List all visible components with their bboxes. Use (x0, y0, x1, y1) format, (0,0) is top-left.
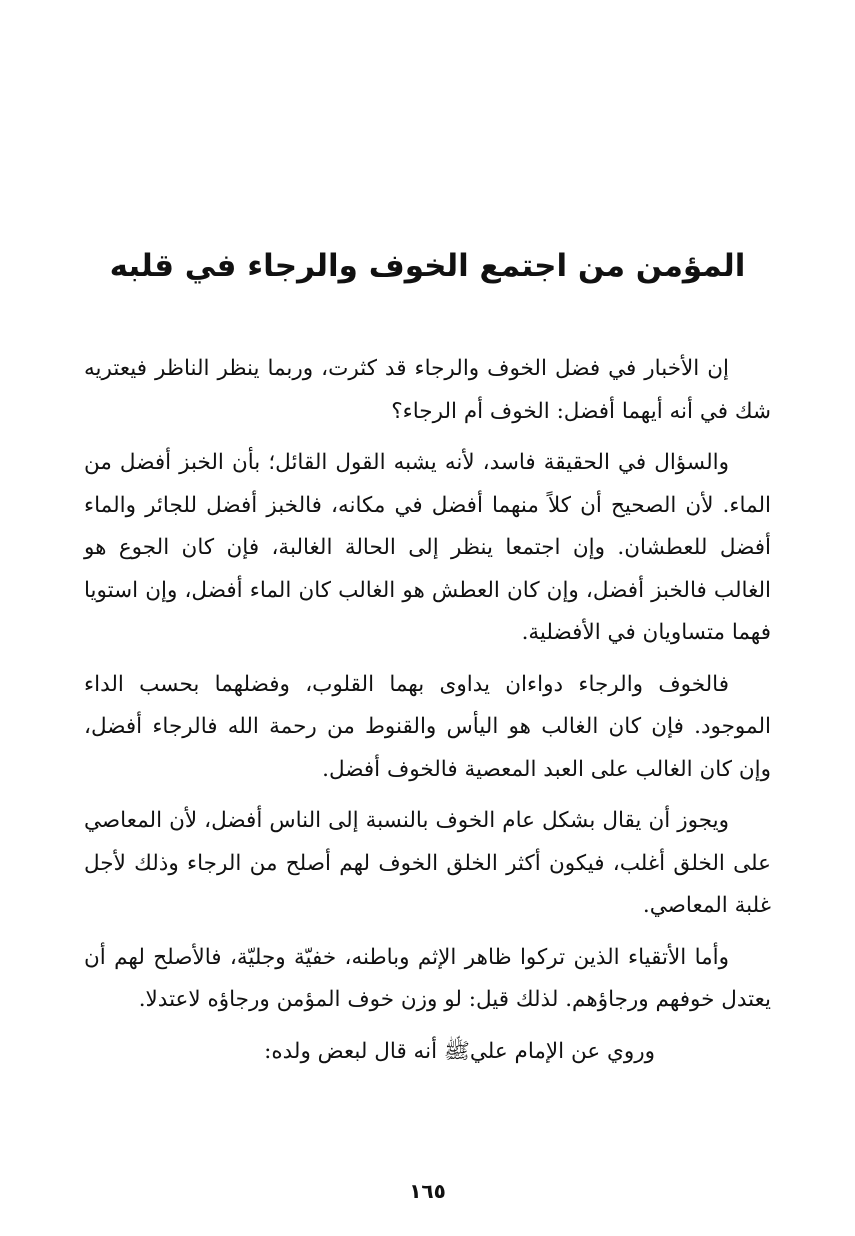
chapter-title: المؤمن من اجتمع الخوف والرجاء في قلبه (109, 248, 746, 284)
paragraph-5: وأما الأتقياء الذين تركوا ظاهر الإثم وباطنه، خفيّة وجليّة، فالأصلح لهم أن يعتدل خوفهم ورجاؤهم. لذلك قيل: لو وزن خوف المؤمن ورجاؤه لاعتدلا. (84, 944, 771, 1012)
paragraph-3: فالخوف والرجاء دواءان يداوى بهما القلوب، وفضلهما بحسب الداء الموجود. فإن كان الغالب هو اليأس والقنوط من رحمة الله فالرجاء أفضل، وإن كان الغالب على العبد المعصية فالخوف أفضل. (84, 671, 771, 782)
paragraph-4: ويجوز أن يقال بشكل عام الخوف بالنسبة إلى الناس أفضل، لأن المعاصي على الخلق أغلب، فيكون أكثر الخلق الخوف لهم أصلح من الرجاء وذلك لأجل غلبة المعاصي. (84, 808, 771, 918)
body-text (84, 348, 771, 1082)
page-number: ١٦٥ (409, 1179, 446, 1203)
paragraph-1: إن الأخبار في فضل الخوف والرجاء قد كثرت، وربما ينظر الناظر فيعتريه شك في أنه أيهما أفضل: الخوف أم الرجاء؟ (84, 356, 771, 424)
paragraph-2: والسؤال في الحقيقة فاسد، لأنه يشبه القول القائل؛ بأن الخبز أفضل من الماء. لأن الصحيح أن كلاً منهما أفضل في مكانه، فالخبز أفضل للجائر والماء أفضل للعطشان. وإن اجتمعا ينظر إلى الحالة الغالبة، فإن كان الجوع هو الغالب فالخبز أفضل، وإن كان العطش هو الغالب كان الماء أفضل، وإن استويا فهما متساويان في الأفضلية. (84, 450, 771, 645)
quote-intro: وروي عن الإمام عليﷺ أنه قال لبعض ولده: (264, 1038, 655, 1064)
